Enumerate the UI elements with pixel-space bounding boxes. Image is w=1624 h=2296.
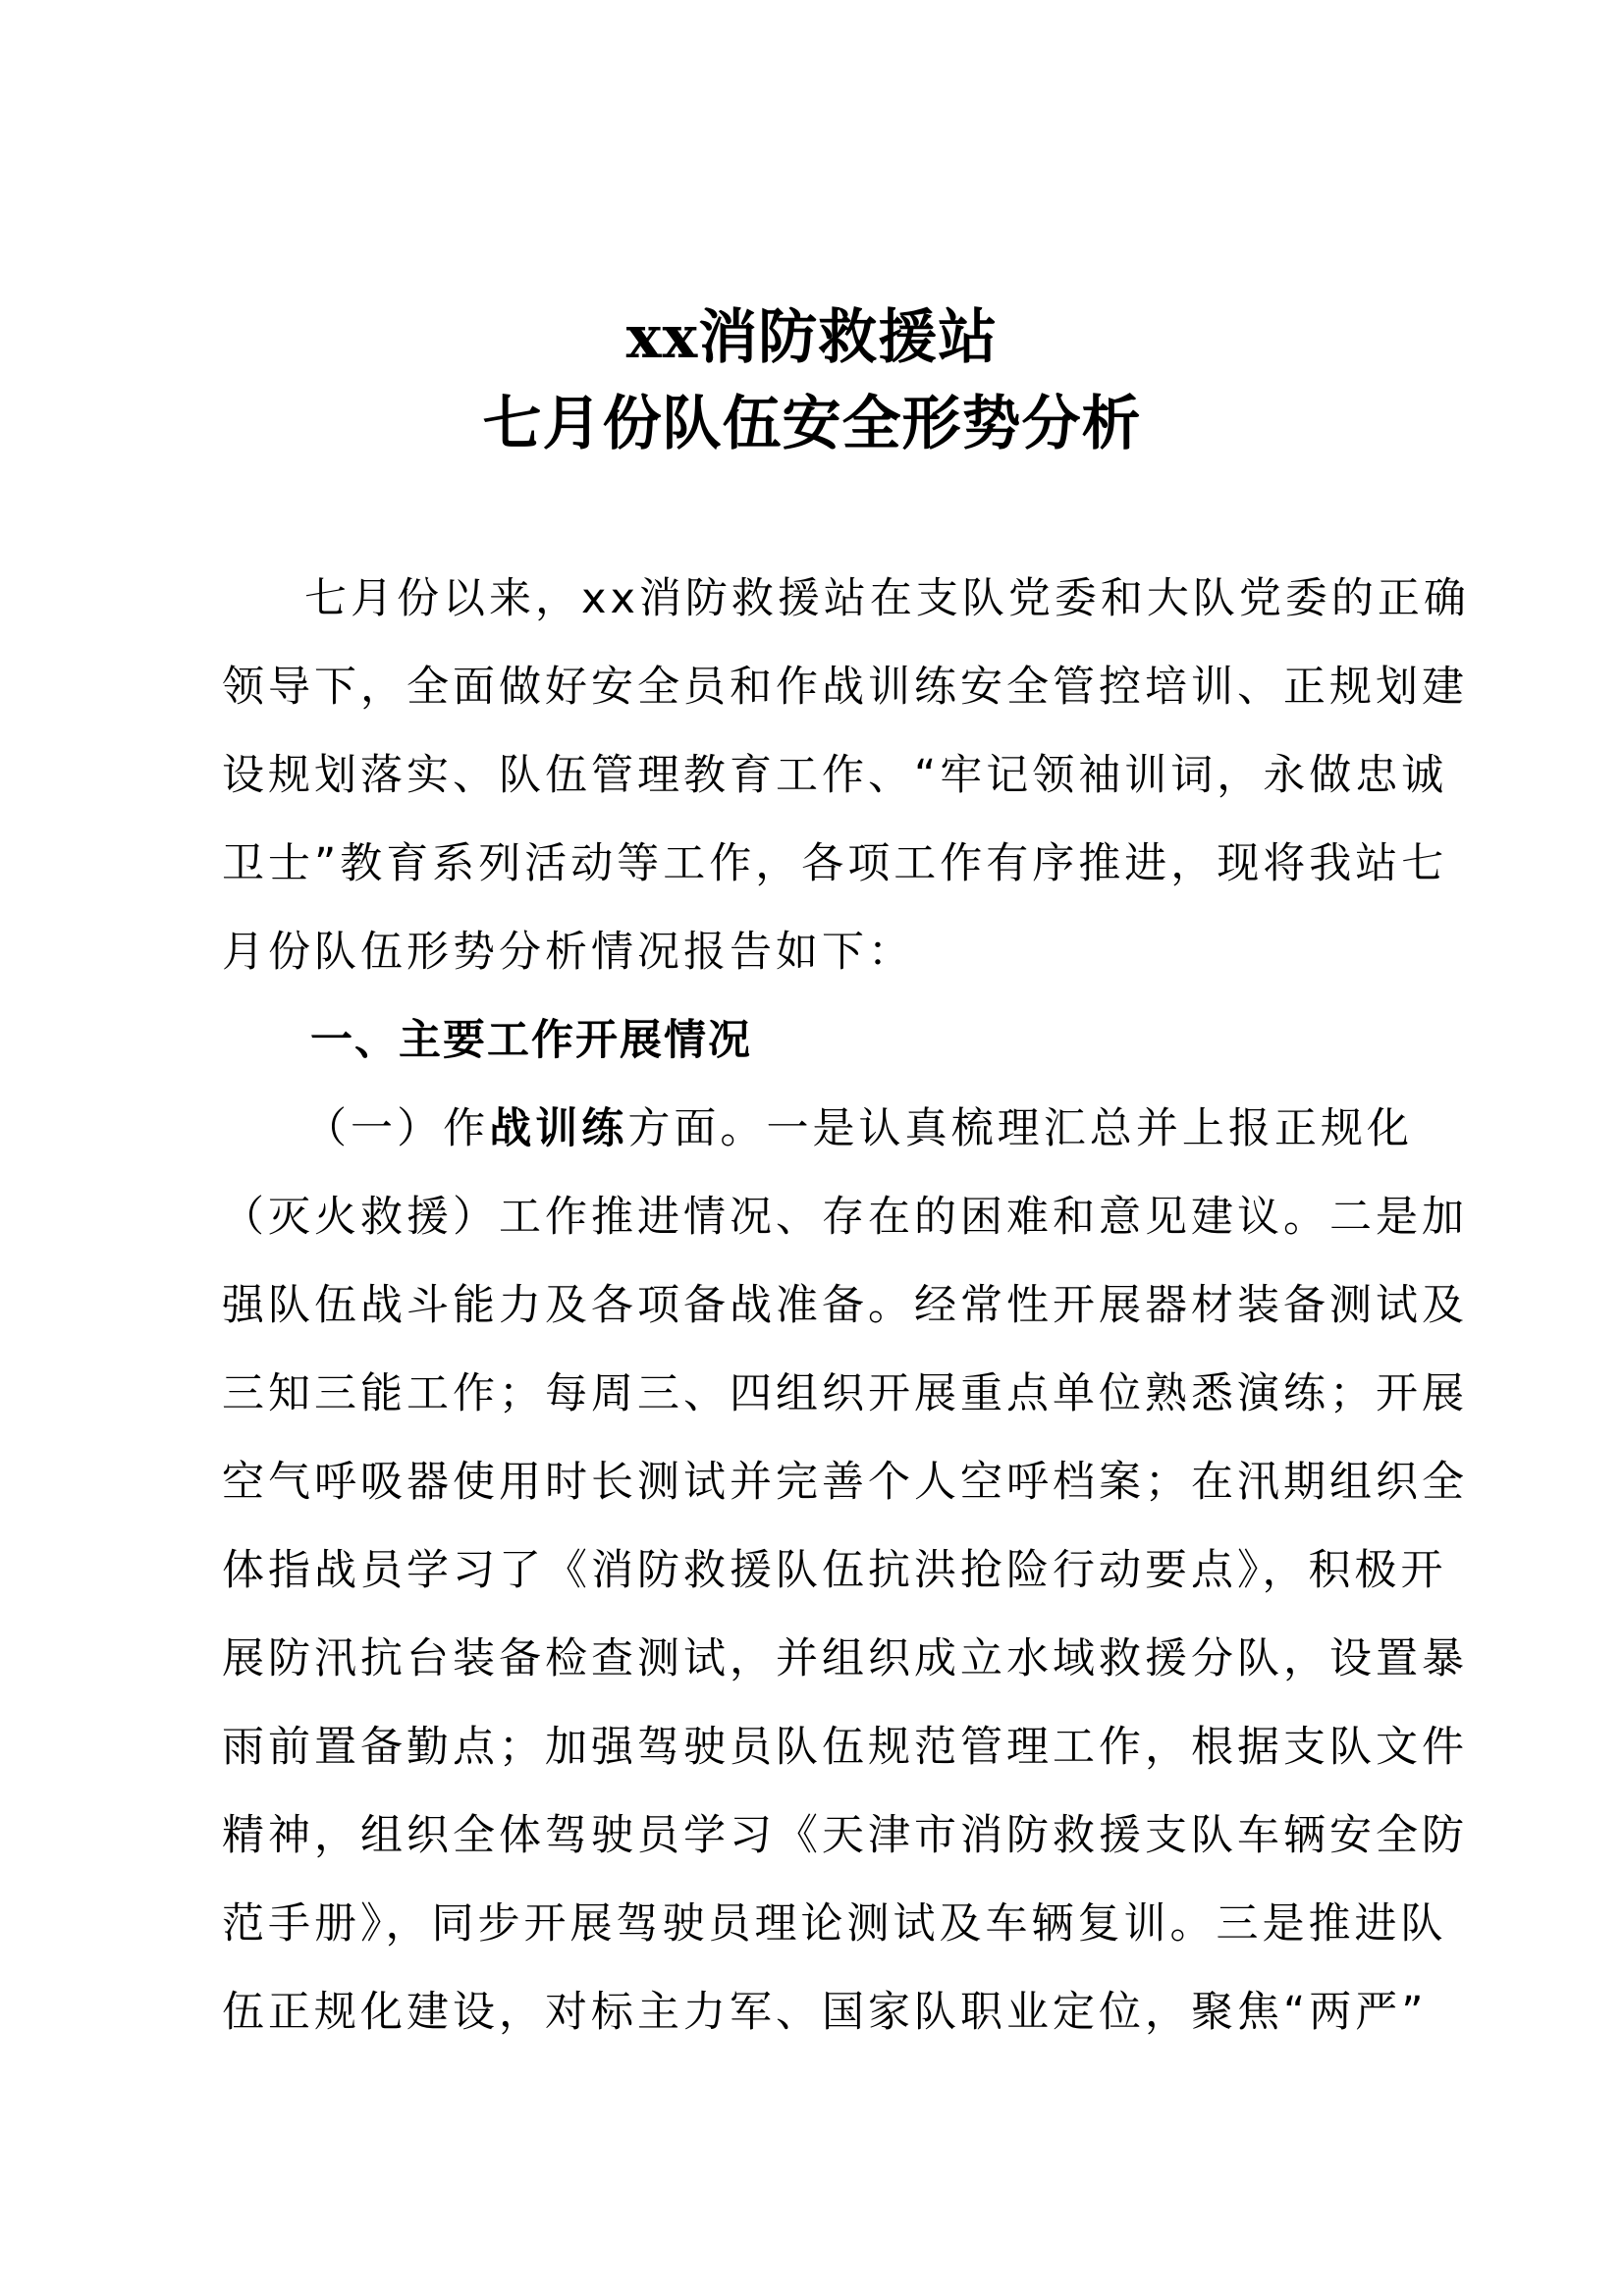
body-line-5: 体指战员学习了《消防救援队伍抗洪抢险行动要点》，积极开 bbox=[222, 1546, 1447, 1595]
body-line-1: （灭火救援）工作推进情况、存在的困难和意见建议。二是加 bbox=[222, 1193, 1468, 1242]
body-line-3: 三知三能工作；每周三、四组织开展重点单位熟悉演练；开展 bbox=[222, 1369, 1468, 1418]
subsection-label-prefix: （一）作 bbox=[304, 1104, 490, 1153]
body-line-7: 雨前置备勤点；加强驾驶员队伍规范管理工作，根据支队文件 bbox=[222, 1723, 1468, 1772]
intro-line-2: 领导下，全面做好安全员和作战训练安全管控培训、正规划建 bbox=[222, 663, 1468, 712]
document-title-line-1: xx消防救援站 bbox=[625, 303, 999, 372]
intro-line-5: 月份队伍形势分析情况报告如下： bbox=[222, 928, 914, 977]
body-line-4: 空气呼吸器使用时长测试并完善个人空呼档案；在汛期组织全 bbox=[222, 1458, 1468, 1507]
intro-line-4: 卫士”教育系列活动等工作，各项工作有序推进，现将我站七 bbox=[222, 839, 1448, 888]
body-line-2: 强队伍战斗能力及各项备战准备。经常性开展器材装备测试及 bbox=[222, 1281, 1468, 1330]
subsection-first-line bbox=[304, 1085, 1413, 1173]
subsection-first-line-rest: 一是认真梳理汇总并上报正规化 bbox=[766, 1104, 1414, 1153]
subsection-label-suffix: 方面。 bbox=[627, 1104, 767, 1153]
subsection-label-bold: 战训练 bbox=[489, 1104, 628, 1153]
body-line-9: 范手册》，同步开展驾驶员理论测试及车辆复训。三是推进队 bbox=[222, 1899, 1447, 1949]
intro-line-1: 七月份以来，xx消防救援站在支队党委和大队党委的正确 bbox=[304, 574, 1470, 623]
section-heading-1: 一、主要工作开展情况 bbox=[310, 1016, 752, 1065]
document-title-line-2: 七月份队伍安全形势分析 bbox=[482, 390, 1142, 458]
body-line-6: 展防汛抗台装备检查测试，并组织成立水域救援分队，设置暴 bbox=[222, 1634, 1468, 1683]
body-line-8: 精神，组织全体驾驶员学习《天津市消防救援支队车辆安全防 bbox=[222, 1811, 1468, 1860]
body-line-10: 伍正规化建设，对标主力军、国家队职业定位，聚焦“两严” bbox=[222, 1988, 1428, 2037]
intro-line-3: 设规划落实、队伍管理教育工作、“牢记领袖训词，永做忠诚 bbox=[222, 751, 1448, 800]
